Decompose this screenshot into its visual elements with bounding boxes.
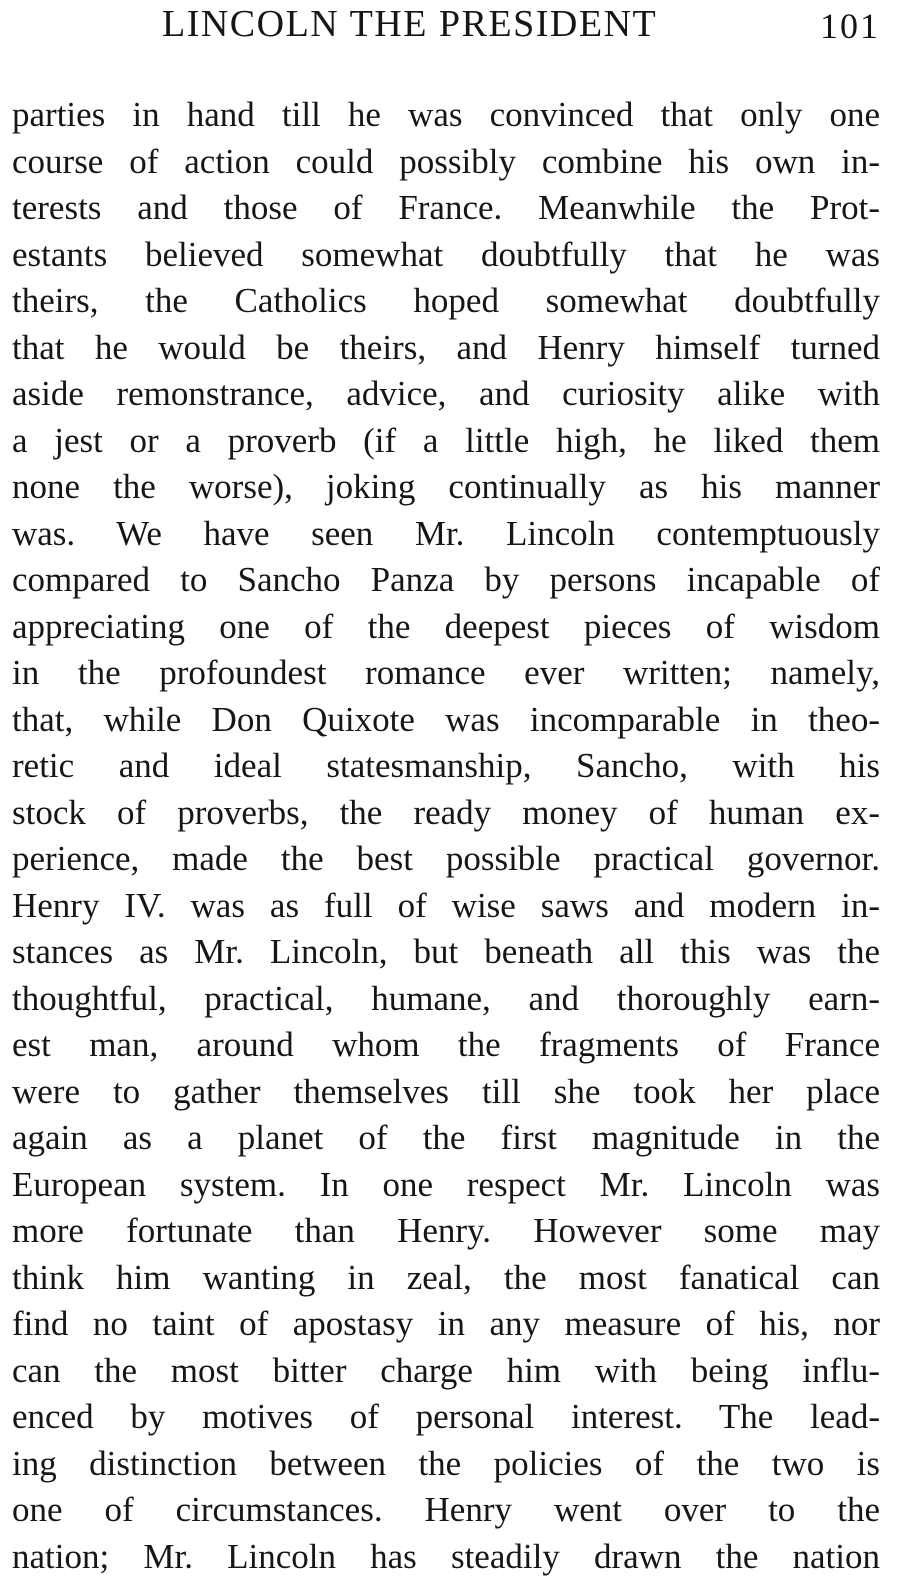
text-line: enced by motives of personal interest. The lead- [12, 1397, 880, 1436]
text-line: appreciating one of the deepest pieces of wisdom [12, 606, 880, 646]
text-line: ing distinction between the policies of the two is [12, 1443, 880, 1483]
text-line: parties in hand till he was convinced that only one [12, 95, 880, 134]
text-line: that he would be theirs, and Henry himself turned [12, 327, 880, 367]
page-header [0, 0, 900, 60]
text-line: European system. In one respect Mr. Lincoln was [12, 1164, 880, 1204]
text-line: estants believed somewhat doubtfully that he was [12, 234, 880, 274]
text-line: was. We have seen Mr. Lincoln contemptuously [12, 513, 880, 553]
text-line: theirs, the Catholics hoped somewhat doubtfully [12, 281, 880, 320]
text-line: retic and ideal statesmanship, Sancho, with his [12, 746, 880, 785]
text-line: again as a planet of the first magnitude in the [12, 1118, 880, 1157]
text-line: in the profoundest romance ever written; namely, [12, 653, 880, 692]
text-line: stock of proverbs, the ready money of human ex- [12, 792, 880, 832]
text-line: thoughtful, practical, humane, and thoroughly earn- [12, 978, 880, 1018]
text-line: none the worse), joking continually as his manner [12, 467, 880, 506]
text-line: think him wanting in zeal, the most fanatical can [12, 1257, 880, 1297]
text-line: course of action could possibly combine his own in- [12, 141, 880, 181]
text-line: Henry IV. was as full of wise saws and modern in- [12, 885, 880, 925]
text-line: one of circumstances. Henry went over to the [12, 1490, 880, 1529]
text-line: were to gather themselves till she took her place [12, 1071, 880, 1111]
text-line: compared to Sancho Panza by persons incapable of [12, 560, 880, 599]
text-line: aside remonstrance, advice, and curiosity alike with [12, 374, 880, 413]
text-line: perience, made the best possible practical governor. [12, 839, 880, 878]
text-line: find no taint of apostasy in any measure of his, nor [12, 1304, 880, 1343]
text-line: nation; Mr. Lincoln has steadily drawn the nation [12, 1536, 880, 1576]
text-line: can the most bitter charge him with being influ- [12, 1350, 880, 1390]
text-line: more fortunate than Henry. However some may [12, 1211, 880, 1250]
page-number: 101 [820, 6, 880, 46]
text-line: stances as Mr. Lincoln, but beneath all this was the [12, 932, 880, 971]
text-line: terests and those of France. Meanwhile the Prot- [12, 188, 880, 227]
text-line: that, while Don Quixote was incomparable in theo- [12, 699, 880, 739]
body-paragraph [12, 92, 880, 1580]
text-line: est man, around whom the fragments of France [12, 1025, 880, 1064]
text-line: a jest or a proverb (if a little high, he liked them [12, 420, 880, 460]
running-title: LINCOLN THE PRESIDENT [162, 3, 658, 45]
